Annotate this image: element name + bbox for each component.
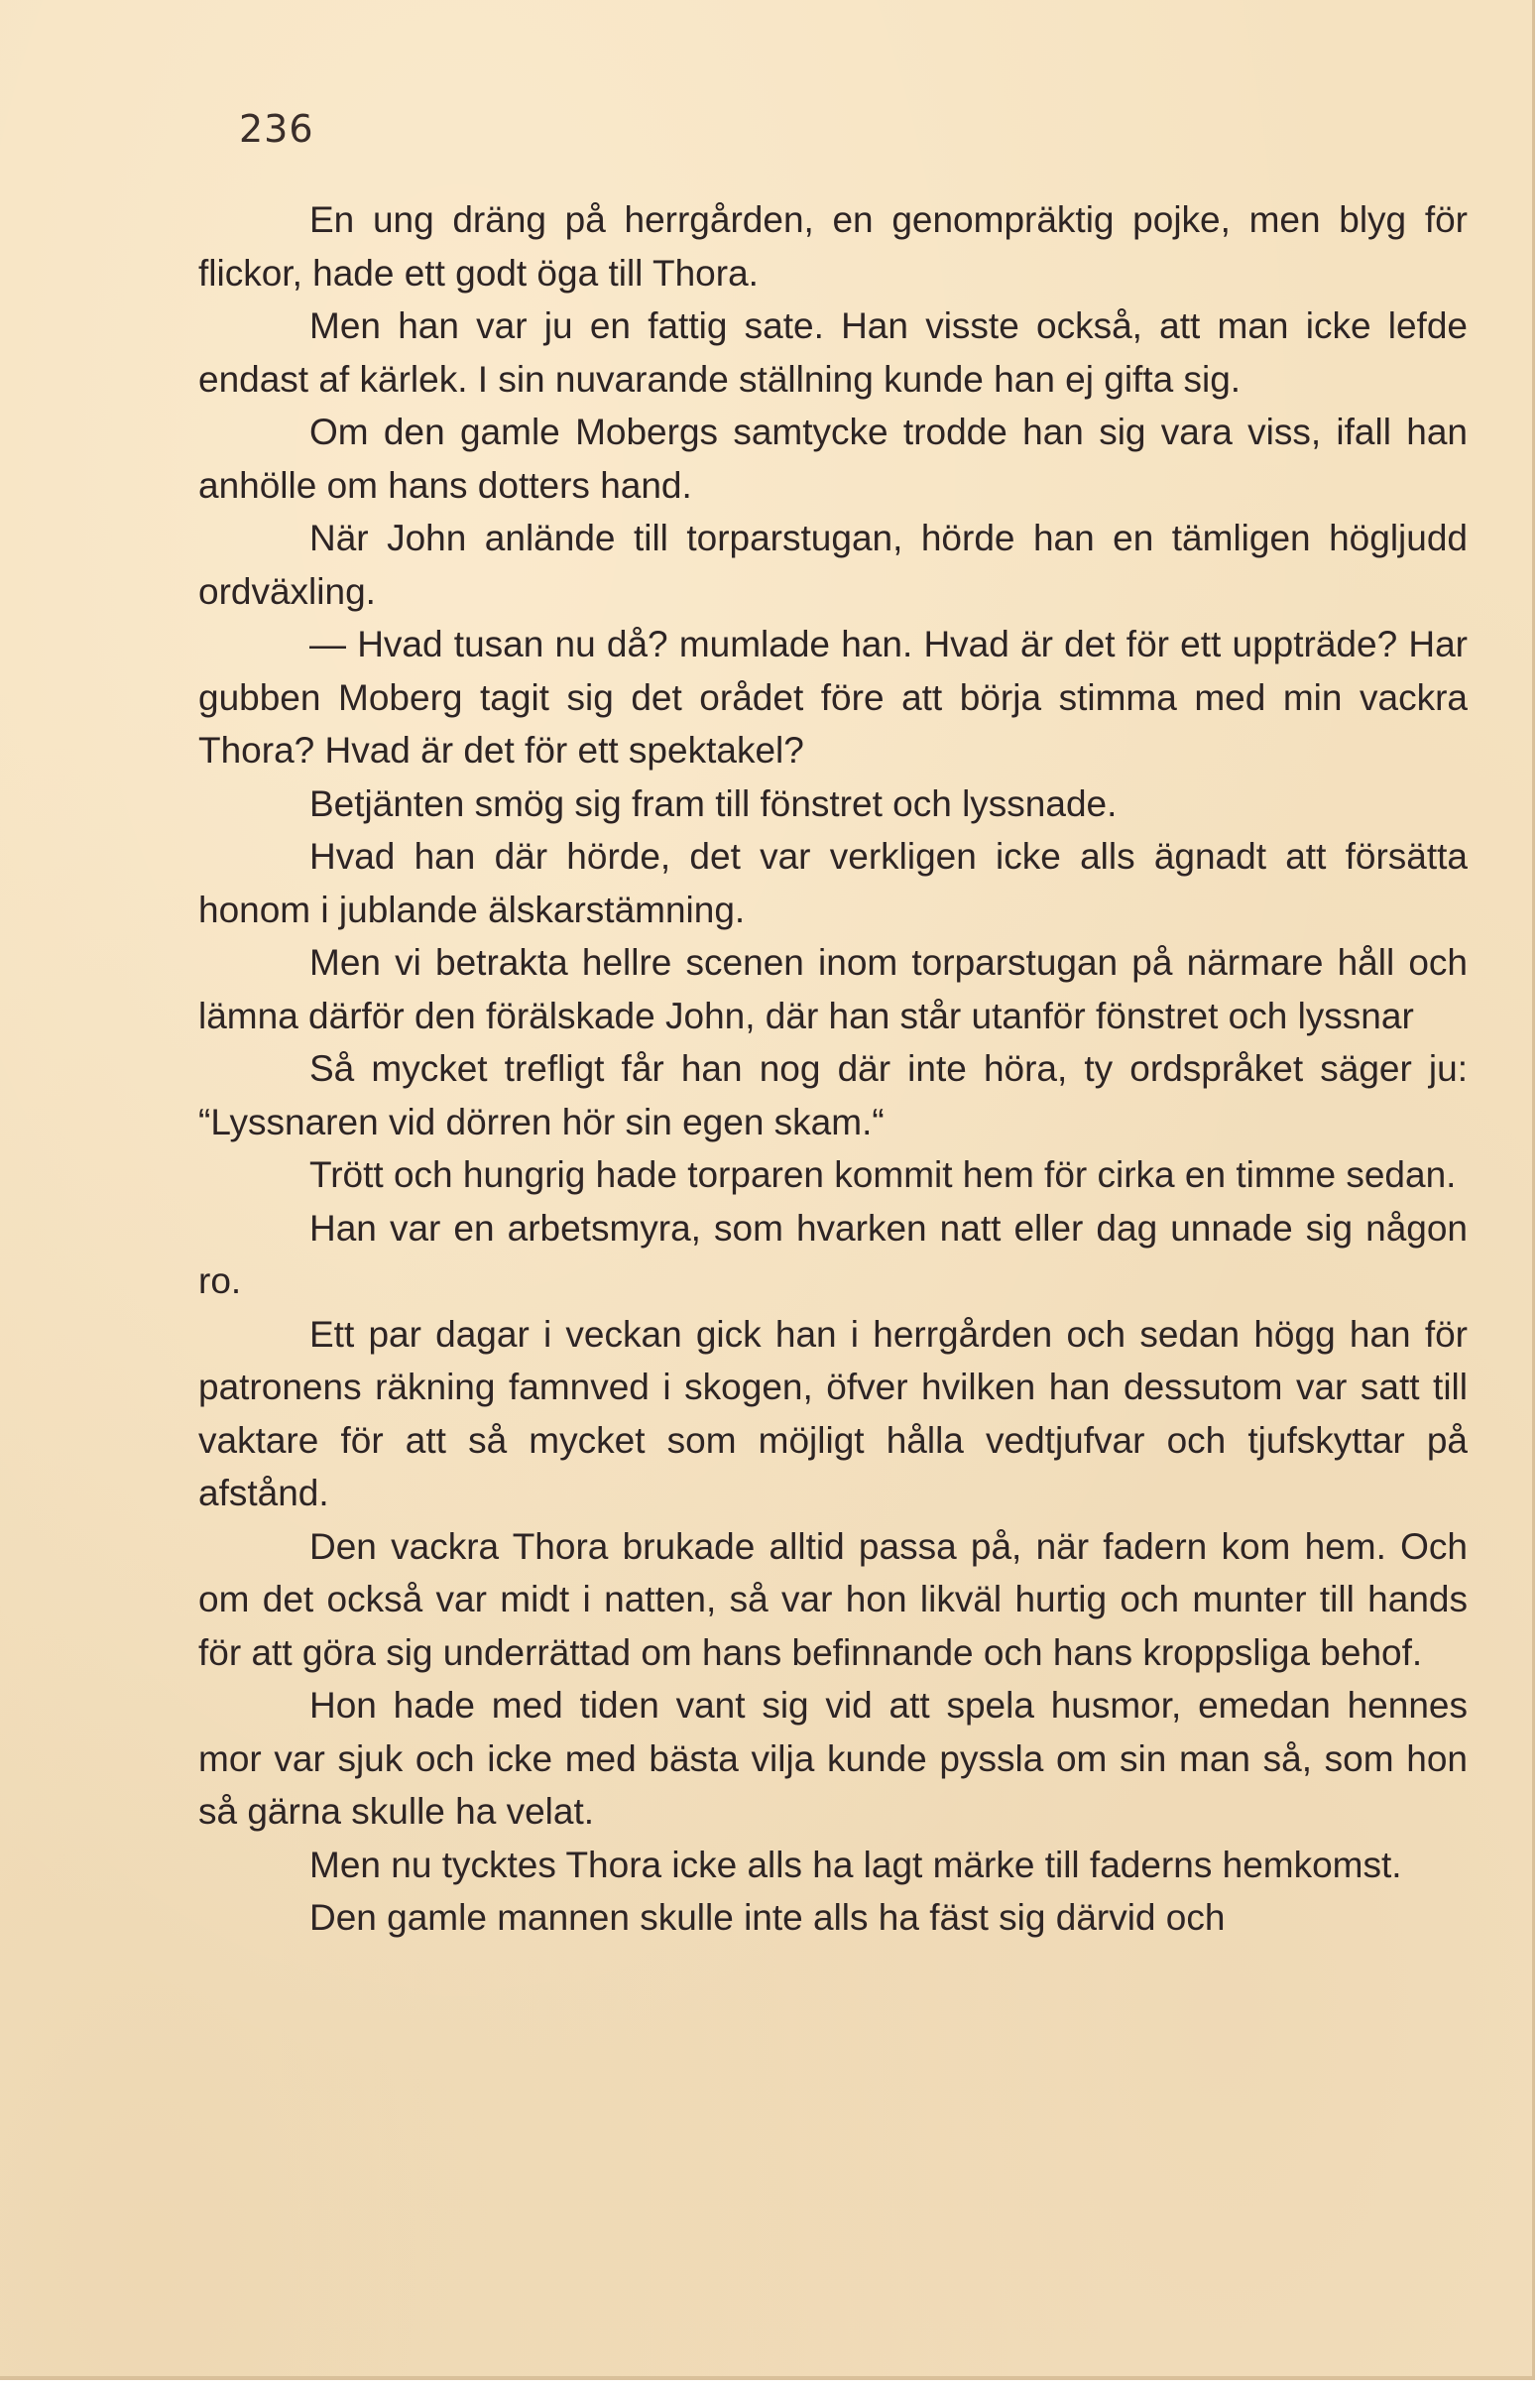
paragraph: Så mycket trefligt får han nog där inte höra, ty ordspråket säger ju: “Lyssnaren vid dörren hör sin egen skam.“ <box>198 1048 1468 1142</box>
page-number: 236 <box>239 107 314 151</box>
paragraph: Den gamle mannen skulle inte alls ha fäst sig därvid och <box>309 1897 1226 1938</box>
paragraph: Men nu tycktes Thora icke alls ha lagt märke till faderns hemkomst. <box>309 1844 1402 1885</box>
paragraph: Den vackra Thora brukade alltid passa på, när fadern kom hem. Och om det också var midt i natten, så var hon likväl hurtig och munter till hands för att göra sig underrättad om hans befinnande och hans kroppsliga behof. <box>198 1525 1468 1673</box>
body-text <box>198 193 1468 1945</box>
paragraph: Hvad han där hörde, det var verkligen icke alls ägnadt att försätta honom i jublande älskarstämning. <box>198 836 1468 930</box>
paragraph: — Hvad tusan nu då? mumlade han. Hvad är det för ett uppträde? Har gubben Moberg tagit sig det orådet före att börja stimma med min vackra Thora? Hvad är det för ett spektakel? <box>198 624 1468 771</box>
paragraph: En ung dräng på herrgården, en genompräktig pojke, men blyg för flickor, hade ett godt öga till Thora. <box>198 199 1468 294</box>
paragraph: Betjänten smög sig fram till fönstret och lyssnade. <box>309 782 1118 824</box>
paragraph: Men han var ju en fattig sate. Han visste också, att man icke lefde endast af kärlek. I sin nuvarande ställning kunde han ej gifta sig. <box>198 305 1468 400</box>
paragraph: Men vi betrakta hellre scenen inom torparstugan på närmare håll och lämna därför den förälskade John, där han står utanför fönstret och lyssnar <box>198 942 1468 1036</box>
paragraph: Ett par dagar i veckan gick han i herrgården och sedan högg han för patronens räkning famnved i skogen, öfver hvilken han dessutom var satt till vaktare för att så mycket som möjligt hålla vedtjufvar och tjufskyttar på afstånd. <box>198 1313 1468 1513</box>
paragraph: Han var en arbetsmyra, som hvarken natt eller dag unnade sig någon ro. <box>198 1207 1468 1301</box>
paragraph: När John anlände till torparstugan, hörde han en tämligen högljudd ordväxling. <box>198 518 1468 612</box>
paragraph: Hon hade med tiden vant sig vid att spela husmor, emedan hennes mor var sjuk och icke med bästa vilja kunde pyssla om sin man så, som hon så gärna skulle ha velat. <box>198 1685 1468 1832</box>
paragraph: Trött och hungrig hade torparen kommit hem för cirka en timme sedan. <box>309 1154 1457 1195</box>
paragraph: Om den gamle Mobergs samtycke trodde han sig vara viss, ifall han anhölle om hans dotters hand. <box>198 412 1468 506</box>
